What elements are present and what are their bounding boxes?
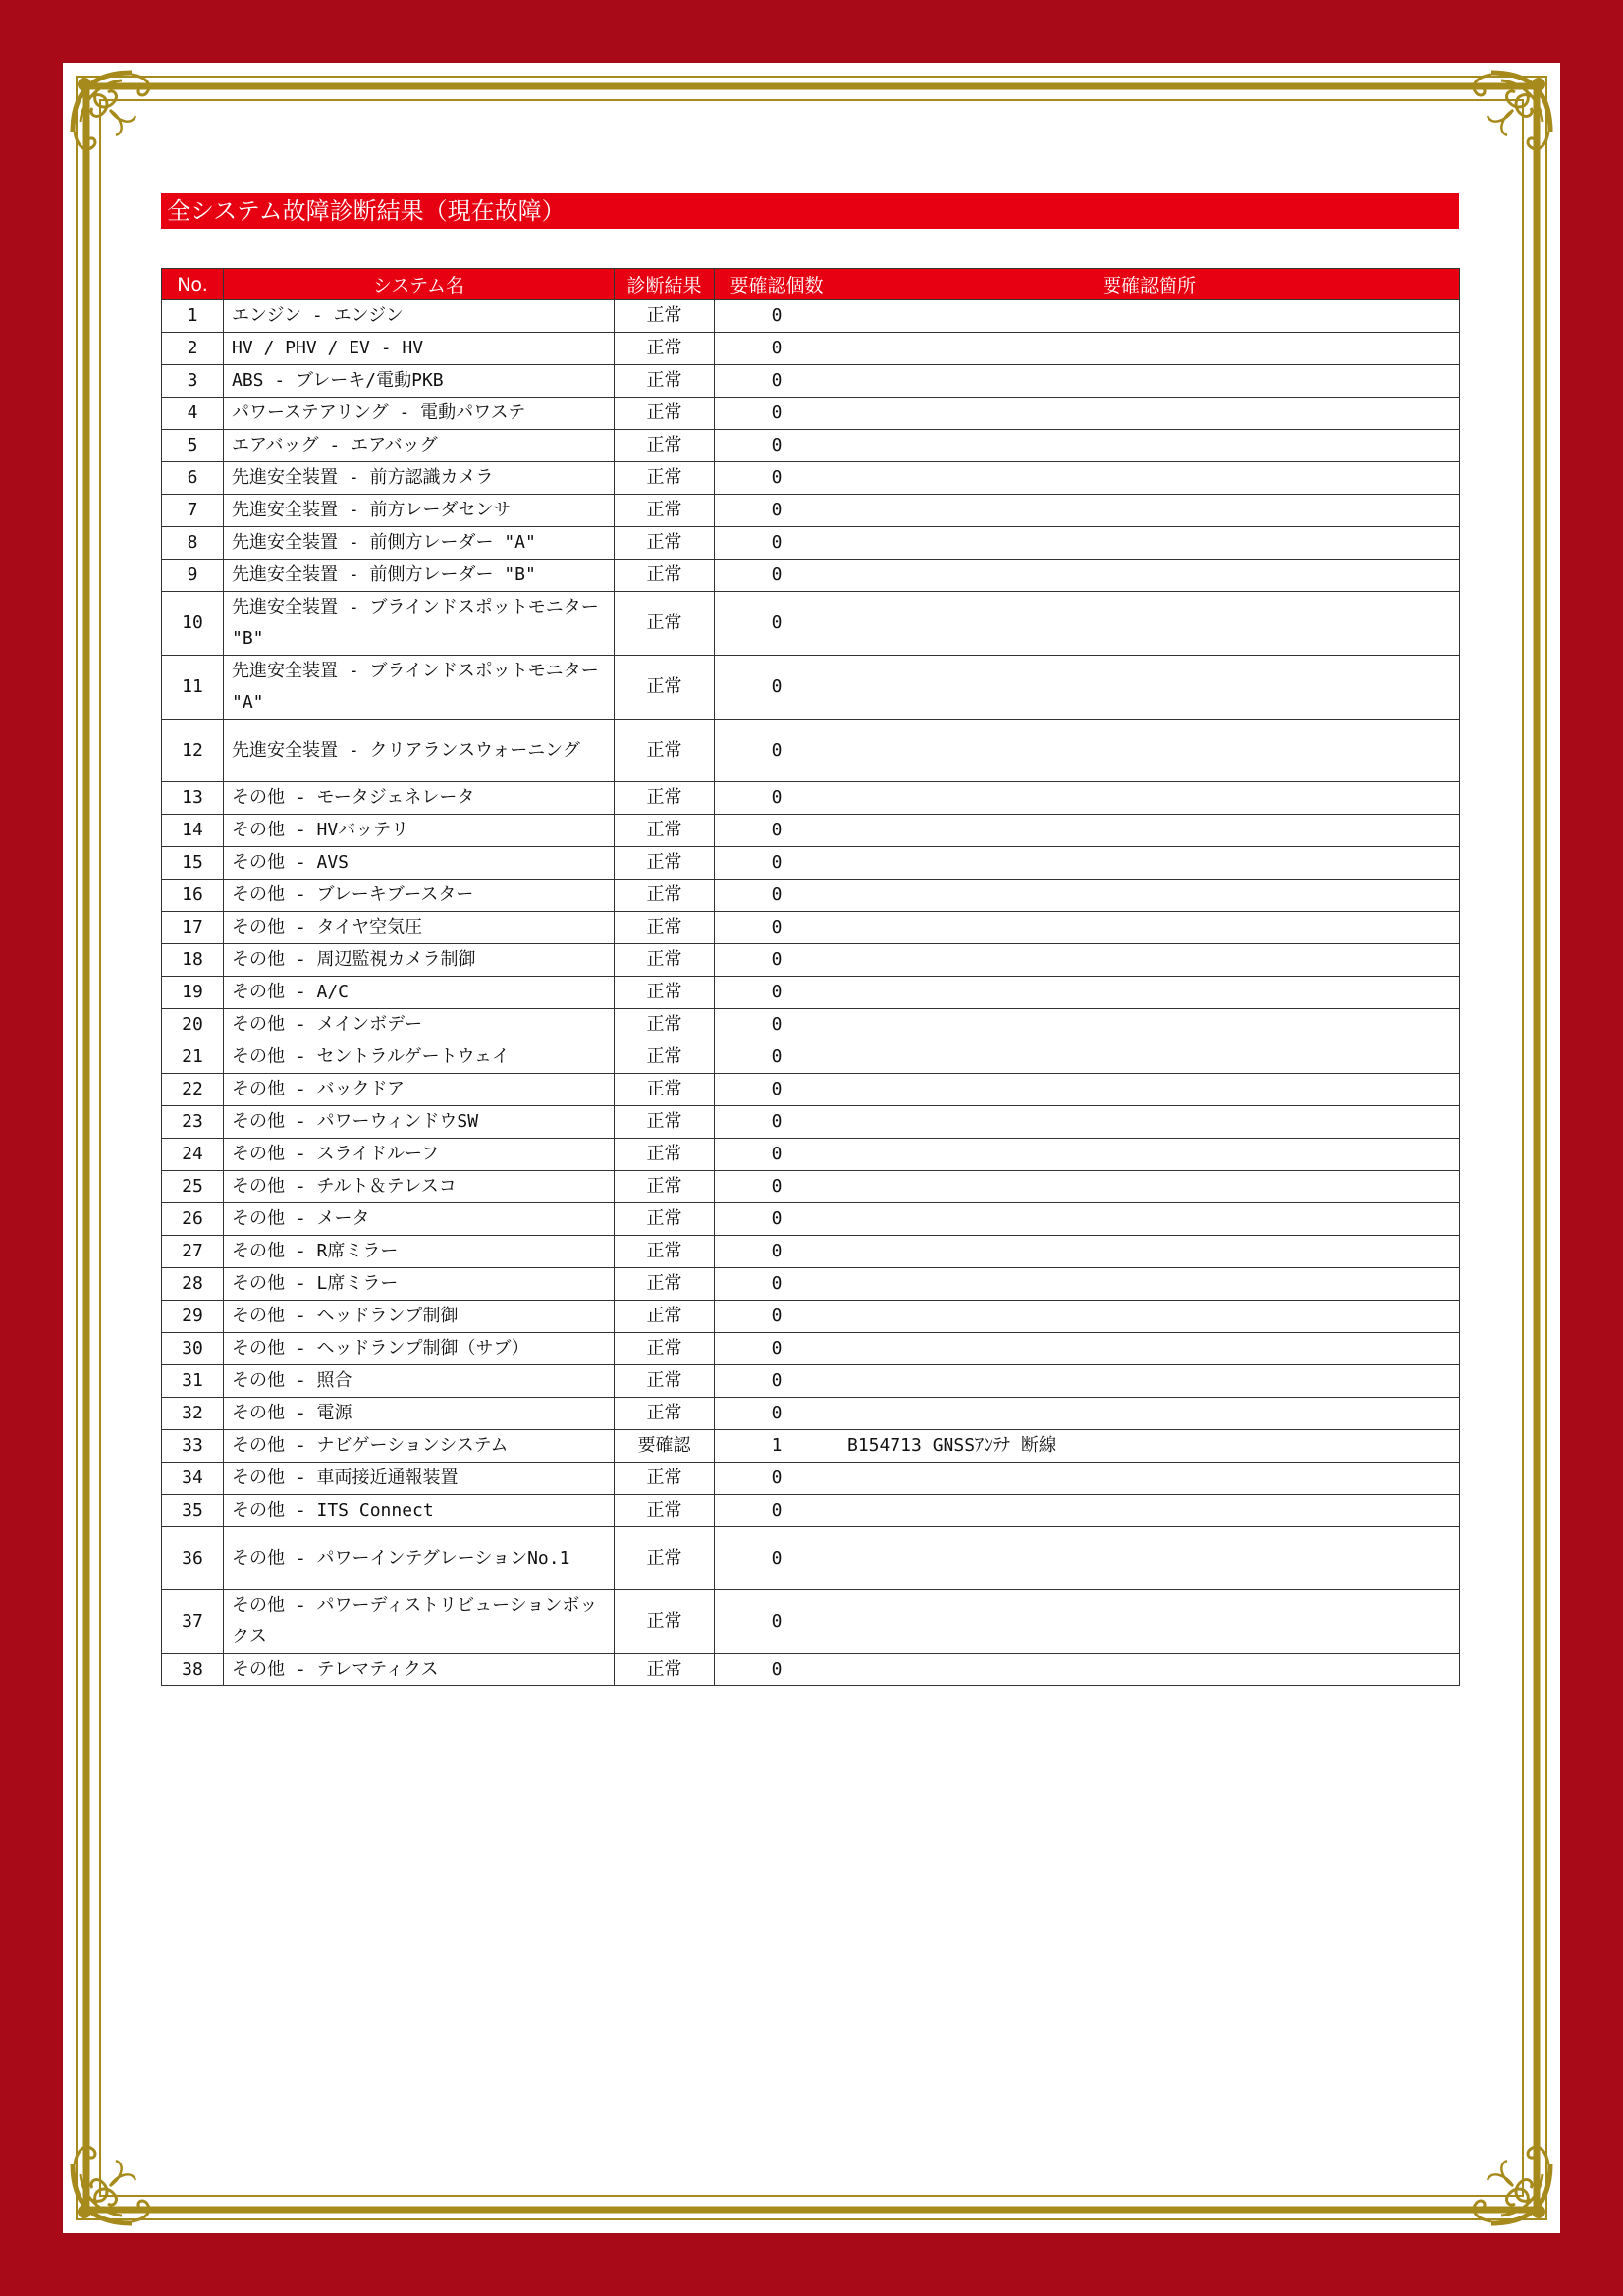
row-location [839, 560, 1460, 592]
row-count: 0 [715, 1236, 839, 1268]
row-no: 32 [162, 1398, 224, 1430]
row-count: 0 [715, 1139, 839, 1171]
row-system-name: エンジン - エンジン [224, 300, 615, 333]
header-no: No. [162, 269, 224, 300]
row-count: 0 [715, 430, 839, 462]
row-no: 9 [162, 560, 224, 592]
row-no: 17 [162, 912, 224, 944]
table-row [162, 365, 1460, 398]
table-row [162, 912, 1460, 944]
table-row [162, 815, 1460, 847]
row-result: 正常 [615, 1041, 715, 1074]
row-system-name: その他 - HVバッテリ [224, 815, 615, 847]
row-count: 0 [715, 592, 839, 656]
row-system-name: その他 - L席ミラー [224, 1268, 615, 1301]
row-count: 0 [715, 398, 839, 430]
row-result: 正常 [615, 1009, 715, 1041]
row-system-name: その他 - 車両接近通報装置 [224, 1463, 615, 1495]
table-row [162, 1074, 1460, 1106]
row-system-name: その他 - ヘッドランプ制御 [224, 1301, 615, 1333]
row-system-name: パワーステアリング - 電動パワステ [224, 398, 615, 430]
row-count: 0 [715, 1074, 839, 1106]
row-no: 6 [162, 462, 224, 495]
row-system-name: その他 - パワーディストリビューションボックス [224, 1590, 615, 1654]
row-location [839, 944, 1460, 977]
table-row [162, 1009, 1460, 1041]
header-result: 診断結果 [615, 269, 715, 300]
row-location [839, 815, 1460, 847]
diagnosis-table [161, 268, 1460, 1686]
row-count: 0 [715, 560, 839, 592]
row-system-name: その他 - ヘッドランプ制御（サブ） [224, 1333, 615, 1365]
row-system-name: その他 - A/C [224, 977, 615, 1009]
row-count: 0 [715, 1009, 839, 1041]
table-row [162, 300, 1460, 333]
row-count: 0 [715, 365, 839, 398]
row-count: 0 [715, 300, 839, 333]
row-no: 8 [162, 527, 224, 560]
row-count: 0 [715, 912, 839, 944]
row-result: 正常 [615, 1654, 715, 1686]
row-result: 正常 [615, 1268, 715, 1301]
row-no: 24 [162, 1139, 224, 1171]
header-count: 要確認個数 [715, 269, 839, 300]
row-result: 正常 [615, 592, 715, 656]
row-location [839, 1236, 1460, 1268]
table-row [162, 1139, 1460, 1171]
row-location [839, 1365, 1460, 1398]
row-system-name: その他 - タイヤ空気圧 [224, 912, 615, 944]
row-no: 26 [162, 1203, 224, 1236]
row-system-name: その他 - メインボデー [224, 1009, 615, 1041]
row-system-name: 先進安全装置 - 前側方レーダー "B" [224, 560, 615, 592]
table-row [162, 333, 1460, 365]
row-result: 正常 [615, 782, 715, 815]
row-no: 25 [162, 1171, 224, 1203]
table-row [162, 592, 1460, 656]
row-result: 正常 [615, 1365, 715, 1398]
row-location [839, 1203, 1460, 1236]
row-system-name: ABS - ブレーキ/電動PKB [224, 365, 615, 398]
row-location [839, 1654, 1460, 1686]
row-no: 7 [162, 495, 224, 527]
row-result: 正常 [615, 1527, 715, 1590]
row-location [839, 1009, 1460, 1041]
table-row [162, 977, 1460, 1009]
row-location [839, 782, 1460, 815]
row-location [839, 1301, 1460, 1333]
row-result: 正常 [615, 944, 715, 977]
row-location [839, 656, 1460, 720]
row-count: 0 [715, 1495, 839, 1527]
row-no: 5 [162, 430, 224, 462]
row-system-name: その他 - ブレーキブースター [224, 880, 615, 912]
row-no: 38 [162, 1654, 224, 1686]
row-count: 0 [715, 880, 839, 912]
row-location [839, 1495, 1460, 1527]
row-count: 0 [715, 656, 839, 720]
row-location [839, 365, 1460, 398]
row-system-name: その他 - バックドア [224, 1074, 615, 1106]
table-row [162, 462, 1460, 495]
row-system-name: その他 - モータジェネレータ [224, 782, 615, 815]
table-row [162, 560, 1460, 592]
row-count: 0 [715, 1268, 839, 1301]
table-row [162, 1301, 1460, 1333]
row-result: 正常 [615, 300, 715, 333]
row-result: 正常 [615, 912, 715, 944]
row-count: 0 [715, 1527, 839, 1590]
row-result: 正常 [615, 880, 715, 912]
table-row [162, 430, 1460, 462]
row-result: 正常 [615, 720, 715, 782]
row-count: 0 [715, 495, 839, 527]
table-row [162, 1463, 1460, 1495]
row-no: 13 [162, 782, 224, 815]
row-location [839, 1527, 1460, 1590]
row-result: 正常 [615, 398, 715, 430]
row-system-name: 先進安全装置 - 前側方レーダー "A" [224, 527, 615, 560]
table-row [162, 944, 1460, 977]
table-row [162, 1398, 1460, 1430]
row-result: 正常 [615, 462, 715, 495]
row-location [839, 1041, 1460, 1074]
report-page [63, 63, 1560, 2233]
row-no: 29 [162, 1301, 224, 1333]
table-row [162, 1333, 1460, 1365]
row-no: 31 [162, 1365, 224, 1398]
row-result: 正常 [615, 495, 715, 527]
row-system-name: 先進安全装置 - ブラインドスポットモニター "A" [224, 656, 615, 720]
row-count: 0 [715, 333, 839, 365]
row-system-name: その他 - ナビゲーションシステム [224, 1430, 615, 1463]
report-content [161, 193, 1459, 1686]
table-row [162, 1654, 1460, 1686]
row-count: 0 [715, 720, 839, 782]
table-body [162, 300, 1460, 1686]
row-count: 0 [715, 1590, 839, 1654]
row-location [839, 527, 1460, 560]
row-result: 正常 [615, 1333, 715, 1365]
row-location [839, 462, 1460, 495]
row-location [839, 1333, 1460, 1365]
row-result: 正常 [615, 1301, 715, 1333]
table-row [162, 1495, 1460, 1527]
row-location [839, 1106, 1460, 1139]
table-row [162, 720, 1460, 782]
row-system-name: その他 - セントラルゲートウェイ [224, 1041, 615, 1074]
row-result: 正常 [615, 977, 715, 1009]
row-no: 3 [162, 365, 224, 398]
row-location [839, 847, 1460, 880]
row-system-name: その他 - R席ミラー [224, 1236, 615, 1268]
table-row [162, 1203, 1460, 1236]
row-location [839, 430, 1460, 462]
table-row [162, 1590, 1460, 1654]
row-location [839, 300, 1460, 333]
row-location [839, 1398, 1460, 1430]
row-no: 21 [162, 1041, 224, 1074]
row-result: 正常 [615, 1495, 715, 1527]
table-header-row [162, 269, 1460, 300]
table-row [162, 1236, 1460, 1268]
row-no: 4 [162, 398, 224, 430]
row-system-name: エアバッグ - エアバッグ [224, 430, 615, 462]
table-row [162, 1171, 1460, 1203]
row-no: 23 [162, 1106, 224, 1139]
row-result: 正常 [615, 527, 715, 560]
row-result: 正常 [615, 1074, 715, 1106]
table-row [162, 1365, 1460, 1398]
row-location [839, 1139, 1460, 1171]
header-system-name: システム名 [224, 269, 615, 300]
table-row [162, 880, 1460, 912]
table-row [162, 1527, 1460, 1590]
row-location [839, 977, 1460, 1009]
table-row [162, 1041, 1460, 1074]
row-no: 20 [162, 1009, 224, 1041]
row-result: 正常 [615, 333, 715, 365]
row-location [839, 333, 1460, 365]
row-no: 36 [162, 1527, 224, 1590]
header-location: 要確認箇所 [839, 269, 1460, 300]
table-row [162, 1268, 1460, 1301]
row-system-name: 先進安全装置 - 前方認識カメラ [224, 462, 615, 495]
row-count: 0 [715, 1301, 839, 1333]
row-count: 0 [715, 527, 839, 560]
row-count: 0 [715, 1654, 839, 1686]
row-result: 正常 [615, 560, 715, 592]
row-no: 19 [162, 977, 224, 1009]
row-result: 正常 [615, 1106, 715, 1139]
row-count: 1 [715, 1430, 839, 1463]
row-system-name: その他 - メータ [224, 1203, 615, 1236]
row-result: 正常 [615, 1203, 715, 1236]
row-no: 15 [162, 847, 224, 880]
row-location: B154713 GNSSｱﾝﾃﾅ 断線 [839, 1430, 1460, 1463]
row-result: 正常 [615, 656, 715, 720]
row-no: 2 [162, 333, 224, 365]
row-location [839, 720, 1460, 782]
row-system-name: その他 - 電源 [224, 1398, 615, 1430]
row-location [839, 880, 1460, 912]
row-count: 0 [715, 1333, 839, 1365]
table-row [162, 1430, 1460, 1463]
row-count: 0 [715, 1463, 839, 1495]
row-system-name: その他 - AVS [224, 847, 615, 880]
row-no: 16 [162, 880, 224, 912]
row-no: 22 [162, 1074, 224, 1106]
row-count: 0 [715, 1106, 839, 1139]
row-result: 正常 [615, 815, 715, 847]
row-location [839, 1463, 1460, 1495]
row-system-name: 先進安全装置 - 前方レーダセンサ [224, 495, 615, 527]
row-no: 33 [162, 1430, 224, 1463]
row-no: 11 [162, 656, 224, 720]
row-count: 0 [715, 1203, 839, 1236]
report-title: 全システム故障診断結果（現在故障） [161, 193, 1459, 229]
row-count: 0 [715, 1171, 839, 1203]
row-system-name: その他 - パワーインテグレーションNo.1 [224, 1527, 615, 1590]
row-count: 0 [715, 847, 839, 880]
row-location [839, 1590, 1460, 1654]
row-location [839, 1171, 1460, 1203]
row-no: 37 [162, 1590, 224, 1654]
row-count: 0 [715, 782, 839, 815]
table-row [162, 527, 1460, 560]
table-row [162, 782, 1460, 815]
row-count: 0 [715, 1365, 839, 1398]
row-system-name: HV / PHV / EV - HV [224, 333, 615, 365]
row-no: 1 [162, 300, 224, 333]
row-system-name: その他 - 照合 [224, 1365, 615, 1398]
row-count: 0 [715, 815, 839, 847]
row-result: 正常 [615, 1398, 715, 1430]
row-result: 正常 [615, 430, 715, 462]
row-count: 0 [715, 462, 839, 495]
row-result: 正常 [615, 847, 715, 880]
row-no: 27 [162, 1236, 224, 1268]
row-location [839, 1268, 1460, 1301]
row-no: 30 [162, 1333, 224, 1365]
row-system-name: その他 - テレマティクス [224, 1654, 615, 1686]
row-no: 18 [162, 944, 224, 977]
table-row [162, 495, 1460, 527]
row-location [839, 592, 1460, 656]
row-location [839, 912, 1460, 944]
row-location [839, 1074, 1460, 1106]
table-row [162, 656, 1460, 720]
row-result: 正常 [615, 1171, 715, 1203]
row-system-name: その他 - スライドルーフ [224, 1139, 615, 1171]
row-no: 35 [162, 1495, 224, 1527]
row-system-name: その他 - 周辺監視カメラ制御 [224, 944, 615, 977]
row-location [839, 398, 1460, 430]
row-no: 12 [162, 720, 224, 782]
row-location [839, 495, 1460, 527]
row-no: 14 [162, 815, 224, 847]
row-result: 正常 [615, 1139, 715, 1171]
row-count: 0 [715, 977, 839, 1009]
table-row [162, 847, 1460, 880]
row-result: 正常 [615, 365, 715, 398]
row-no: 28 [162, 1268, 224, 1301]
table-row [162, 1106, 1460, 1139]
row-result: 正常 [615, 1590, 715, 1654]
row-count: 0 [715, 944, 839, 977]
row-count: 0 [715, 1041, 839, 1074]
row-system-name: その他 - パワーウィンドウSW [224, 1106, 615, 1139]
row-no: 34 [162, 1463, 224, 1495]
row-result: 正常 [615, 1236, 715, 1268]
row-count: 0 [715, 1398, 839, 1430]
table-row [162, 398, 1460, 430]
row-result: 正常 [615, 1463, 715, 1495]
row-system-name: 先進安全装置 - クリアランスウォーニング [224, 720, 615, 782]
row-no: 10 [162, 592, 224, 656]
row-system-name: 先進安全装置 - ブラインドスポットモニター "B" [224, 592, 615, 656]
row-result: 要確認 [615, 1430, 715, 1463]
row-system-name: その他 - ITS Connect [224, 1495, 615, 1527]
row-system-name: その他 - チルト＆テレスコ [224, 1171, 615, 1203]
